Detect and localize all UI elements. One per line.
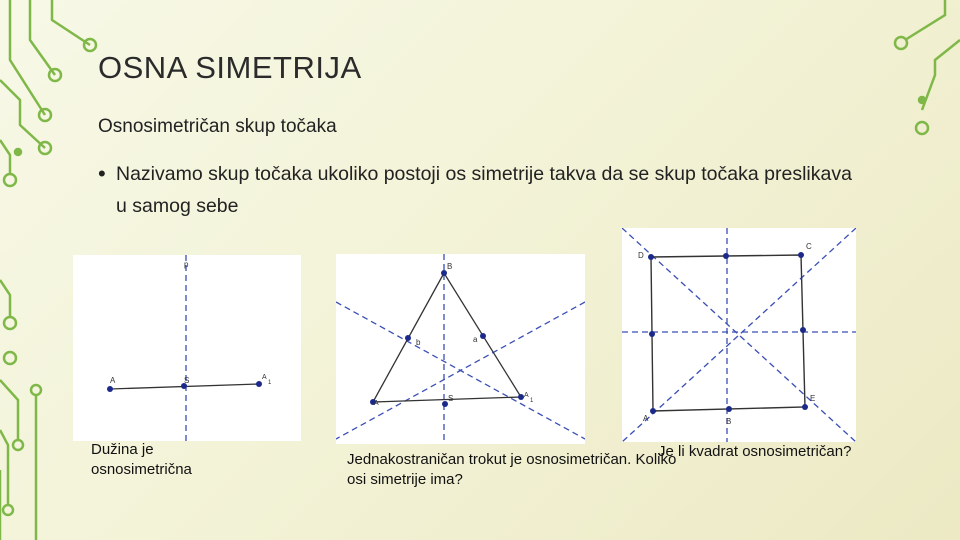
triangle-caption: Jednakostraničan trokut je osnosimetričan. Koliko osi simetrije ima? bbox=[347, 451, 677, 488]
bullet-icon: • bbox=[98, 161, 106, 186]
vertex-b bbox=[802, 404, 808, 410]
label-s: S bbox=[448, 394, 454, 403]
slide-title: OSNA SIMETRIJA bbox=[98, 50, 362, 85]
slide-subtitle: Osnosimetričan skup točaka bbox=[98, 116, 337, 137]
square-figure bbox=[622, 228, 856, 442]
midpoint-bottom bbox=[726, 406, 732, 412]
label-b: B bbox=[726, 417, 732, 426]
midpoint-top bbox=[723, 253, 729, 259]
label-d: D bbox=[638, 251, 644, 260]
vertex-a bbox=[650, 408, 656, 414]
triangle-diagram bbox=[336, 254, 585, 444]
segment-caption: Dužina je osnosimetrična bbox=[91, 441, 192, 478]
label-b: B bbox=[447, 262, 453, 271]
midpoint-b bbox=[405, 335, 411, 341]
label-p: p bbox=[184, 260, 189, 269]
label-a-small: a bbox=[473, 335, 478, 344]
vertex-d bbox=[648, 254, 654, 260]
label-a1-sub: 1 bbox=[530, 398, 534, 404]
definition-text: Nazivamo skup točaka ukoliko postoji os simetrije takva da se skup točaka preslikava u samog sebe bbox=[116, 163, 852, 217]
square-caption: Je li kvadrat osnosimetričan? bbox=[658, 443, 852, 460]
midpoint-a bbox=[480, 333, 486, 339]
point-a1 bbox=[256, 381, 262, 387]
label-b-small: b bbox=[416, 338, 421, 347]
square-diagram bbox=[622, 228, 856, 442]
label-a: A bbox=[110, 376, 116, 385]
triangle-figure bbox=[336, 254, 585, 444]
point-a bbox=[107, 386, 113, 392]
label-s: S bbox=[184, 376, 190, 385]
midpoint-left bbox=[649, 331, 655, 337]
label-c: C bbox=[806, 242, 812, 251]
label-a1: A bbox=[524, 392, 529, 399]
diagonal-axis-2 bbox=[622, 228, 856, 442]
label-a: A bbox=[643, 414, 649, 423]
diagonal-axis-1 bbox=[622, 228, 856, 442]
segment-diagram bbox=[73, 255, 301, 441]
midpoint-right bbox=[800, 327, 806, 333]
segment-figure bbox=[73, 255, 301, 441]
definition-bullet bbox=[98, 158, 858, 222]
label-a: A bbox=[374, 400, 379, 407]
label-a1: A bbox=[262, 374, 267, 381]
square-shape bbox=[651, 255, 805, 411]
label-e: E bbox=[810, 394, 816, 403]
triangle-shape bbox=[373, 273, 521, 402]
vertex-c bbox=[798, 252, 804, 258]
label-a1-sub: 1 bbox=[268, 380, 272, 386]
